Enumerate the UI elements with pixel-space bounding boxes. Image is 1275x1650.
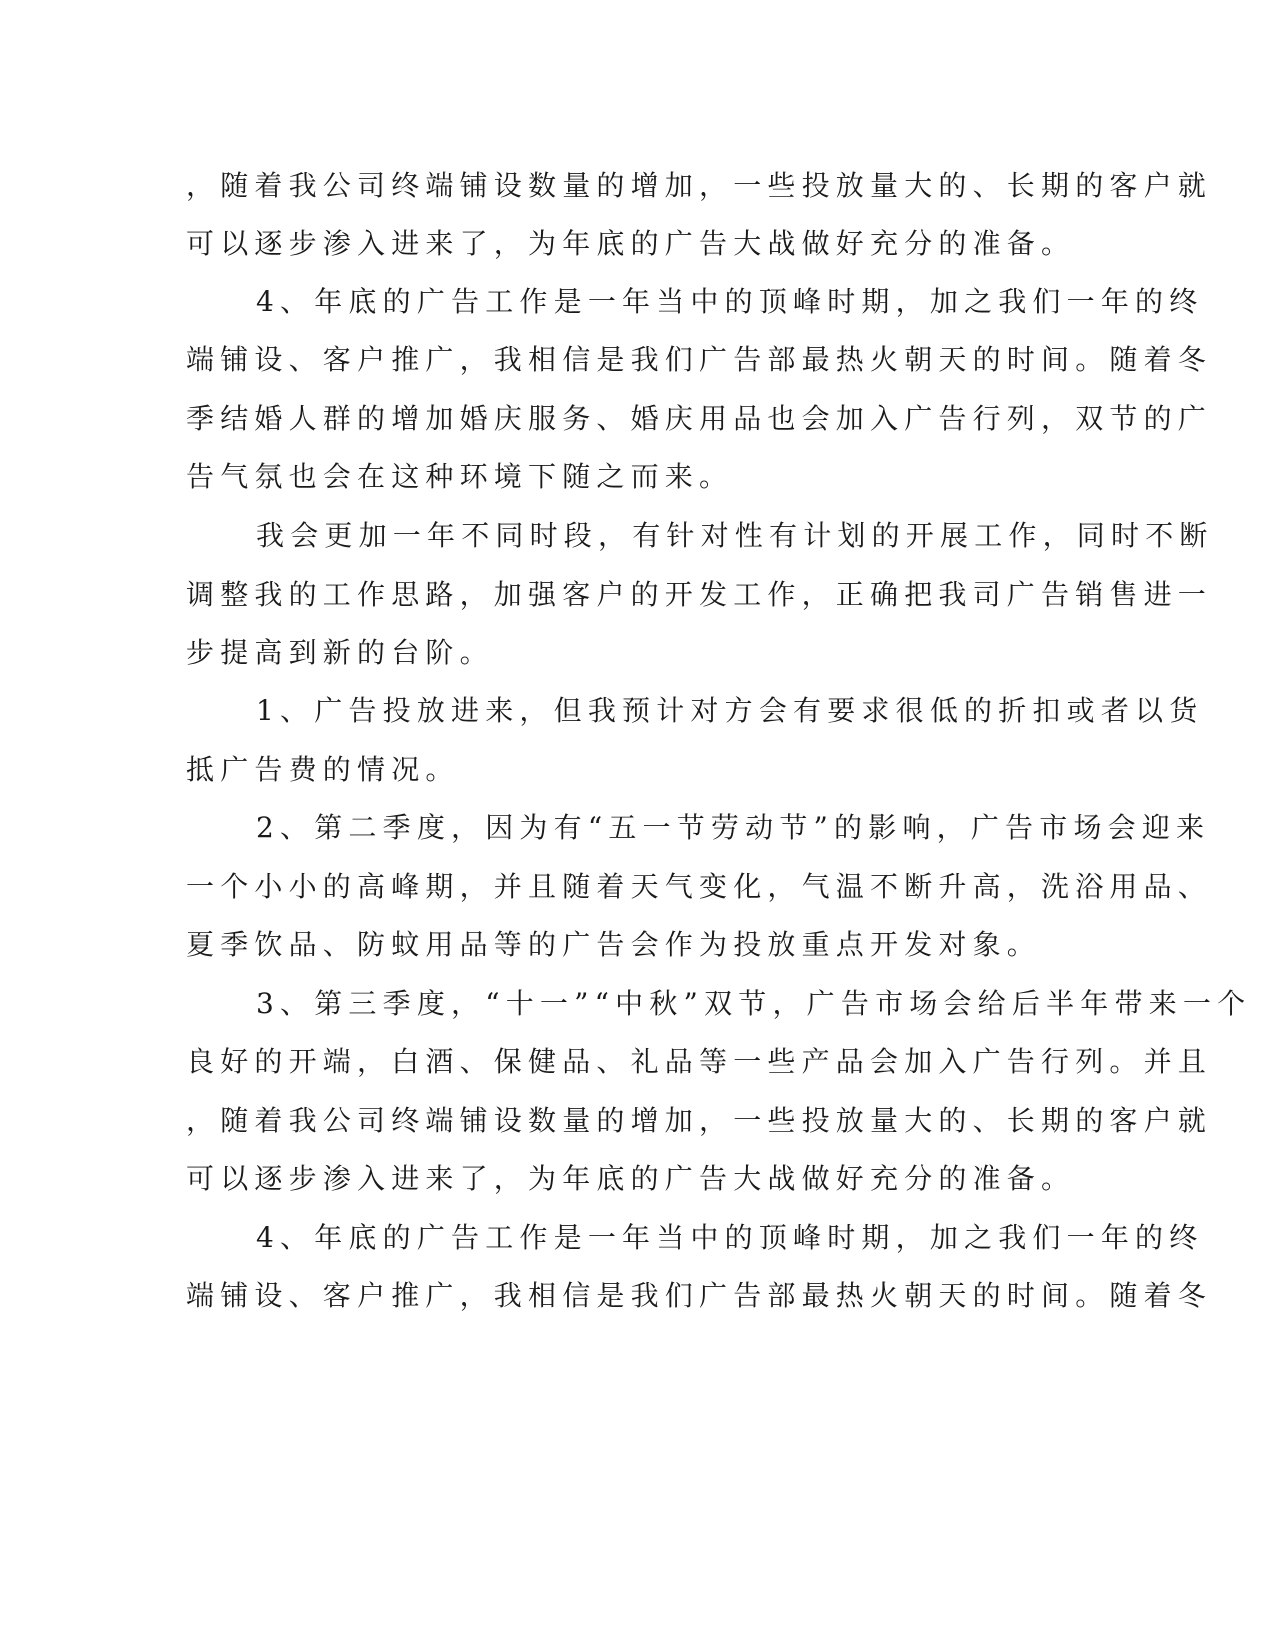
body-text-line: 告气氛也会在这种环境下随之而来。 — [186, 460, 734, 493]
body-text-line: ，随着我公司终端铺设数量的增加，一些投放量大的、长期的客户就 — [186, 169, 1213, 202]
paragraph-start-line: 我会更加一年不同时段，有针对性有计划的开展工作，同时不断 — [256, 519, 1214, 552]
body-text-line: 季结婚人群的增加婚庆服务、婚庆用品也会加入广告行列，双节的广 — [186, 402, 1213, 435]
paragraph-start-line: 1、广告投放进来，但我预计对方会有要求很低的折扣或者以货 — [256, 694, 1204, 727]
body-text-line: 可以逐步渗入进来了，为年底的广告大战做好充分的准备。 — [186, 1162, 1076, 1195]
body-text-line: 良好的开端，白酒、保健品、礼品等一些产品会加入广告行列。并且 — [186, 1045, 1213, 1078]
body-text-line: 端铺设、客户推广，我相信是我们广告部最热火朝天的时间。随着冬 — [186, 1279, 1213, 1312]
paragraph-start-line: 4、年底的广告工作是一年当中的顶峰时期，加之我们一年的终 — [256, 285, 1204, 318]
paragraph-start-line: 3、第三季度，“十一”“中秋”双节，广告市场会给后半年带来一个 — [256, 987, 1252, 1020]
body-text-line: 步提高到新的台阶。 — [186, 636, 494, 669]
body-text-line: 调整我的工作思路，加强客户的开发工作，正确把我司广告销售进一 — [186, 578, 1213, 611]
paragraph-start-line: 4、年底的广告工作是一年当中的顶峰时期，加之我们一年的终 — [256, 1221, 1204, 1254]
body-text-line: ，随着我公司终端铺设数量的增加，一些投放量大的、长期的客户就 — [186, 1104, 1213, 1137]
body-text-line: 夏季饮品、防蚊用品等的广告会作为投放重点开发对象。 — [186, 928, 1042, 961]
body-text-line: 一个小小的高峰期，并且随着天气变化，气温不断升高，洗浴用品、 — [186, 870, 1213, 903]
body-text-line: 端铺设、客户推广，我相信是我们广告部最热火朝天的时间。随着冬 — [186, 343, 1213, 376]
paragraph-start-line: 2、第二季度，因为有“五一节劳动节”的影响，广告市场会迎来 — [256, 811, 1211, 844]
body-text-line: 抵广告费的情况。 — [186, 753, 460, 786]
body-text-line: 可以逐步渗入进来了，为年底的广告大战做好充分的准备。 — [186, 227, 1076, 260]
